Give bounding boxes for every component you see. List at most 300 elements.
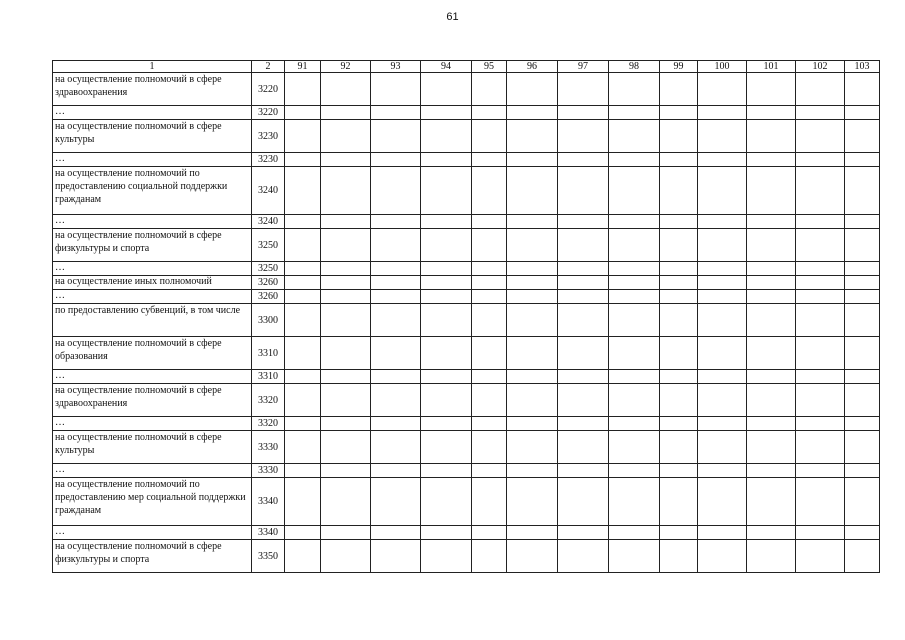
value-cell bbox=[796, 229, 845, 262]
value-cell bbox=[371, 73, 421, 106]
value-cell bbox=[507, 384, 558, 417]
value-cell bbox=[472, 167, 507, 215]
value-cell bbox=[796, 290, 845, 304]
value-cell bbox=[698, 120, 747, 153]
value-cell bbox=[747, 290, 796, 304]
value-cell bbox=[609, 167, 660, 215]
value-cell bbox=[285, 337, 321, 370]
value-cell bbox=[371, 215, 421, 229]
value-cell bbox=[660, 290, 698, 304]
value-cell bbox=[698, 167, 747, 215]
value-cell bbox=[371, 229, 421, 262]
value-cell bbox=[321, 417, 371, 431]
value-cell bbox=[472, 431, 507, 464]
value-cell bbox=[698, 337, 747, 370]
value-cell bbox=[421, 384, 472, 417]
value-cell bbox=[507, 167, 558, 215]
value-cell bbox=[421, 478, 472, 526]
row-code: 3230 bbox=[252, 153, 285, 167]
value-cell bbox=[371, 540, 421, 573]
row-name: на осуществление иных полномочий bbox=[53, 276, 252, 290]
value-cell bbox=[285, 478, 321, 526]
row-name: на осуществление полномочий в сфере здравоохранения bbox=[53, 73, 252, 106]
value-cell bbox=[507, 262, 558, 276]
value-cell bbox=[698, 370, 747, 384]
value-cell bbox=[558, 431, 609, 464]
value-cell bbox=[698, 276, 747, 290]
value-cell bbox=[558, 153, 609, 167]
row-code: 3260 bbox=[252, 290, 285, 304]
value-cell bbox=[558, 167, 609, 215]
value-cell bbox=[660, 262, 698, 276]
value-cell bbox=[371, 384, 421, 417]
value-cell bbox=[507, 370, 558, 384]
row-name: … bbox=[53, 526, 252, 540]
value-cell bbox=[321, 540, 371, 573]
value-cell bbox=[321, 276, 371, 290]
value-cell bbox=[507, 120, 558, 153]
value-cell bbox=[796, 464, 845, 478]
value-cell bbox=[507, 417, 558, 431]
value-cell bbox=[698, 229, 747, 262]
value-cell bbox=[285, 229, 321, 262]
row-name: … bbox=[53, 215, 252, 229]
value-cell bbox=[285, 262, 321, 276]
value-cell bbox=[747, 262, 796, 276]
value-cell bbox=[285, 73, 321, 106]
value-cell bbox=[845, 276, 880, 290]
value-cell bbox=[321, 370, 371, 384]
value-cell bbox=[796, 215, 845, 229]
value-cell bbox=[845, 417, 880, 431]
value-cell bbox=[698, 417, 747, 431]
value-cell bbox=[321, 153, 371, 167]
value-cell bbox=[845, 431, 880, 464]
value-cell bbox=[507, 73, 558, 106]
value-cell bbox=[609, 262, 660, 276]
row-name: на осуществление полномочий по предоставлению социальной поддержки гражданам bbox=[53, 167, 252, 215]
table-row bbox=[53, 526, 880, 540]
value-cell bbox=[558, 276, 609, 290]
row-name: … bbox=[53, 417, 252, 431]
table-row bbox=[53, 464, 880, 478]
value-cell bbox=[609, 417, 660, 431]
value-cell bbox=[609, 120, 660, 153]
value-cell bbox=[609, 106, 660, 120]
value-cell bbox=[660, 370, 698, 384]
value-cell bbox=[421, 153, 472, 167]
value-cell bbox=[845, 384, 880, 417]
value-cell bbox=[698, 526, 747, 540]
value-cell bbox=[747, 464, 796, 478]
column-header: 96 bbox=[507, 61, 558, 73]
value-cell bbox=[472, 262, 507, 276]
value-cell bbox=[507, 106, 558, 120]
value-cell bbox=[285, 106, 321, 120]
value-cell bbox=[371, 370, 421, 384]
value-cell bbox=[609, 431, 660, 464]
value-cell bbox=[472, 464, 507, 478]
row-code: 3330 bbox=[252, 464, 285, 478]
row-code: 3230 bbox=[252, 120, 285, 153]
value-cell bbox=[660, 120, 698, 153]
value-cell bbox=[660, 304, 698, 337]
value-cell bbox=[371, 464, 421, 478]
value-cell bbox=[609, 337, 660, 370]
value-cell bbox=[747, 417, 796, 431]
value-cell bbox=[845, 290, 880, 304]
table-row bbox=[53, 540, 880, 573]
value-cell bbox=[421, 304, 472, 337]
value-cell bbox=[507, 337, 558, 370]
value-cell bbox=[421, 167, 472, 215]
value-cell bbox=[660, 106, 698, 120]
value-cell bbox=[321, 478, 371, 526]
value-cell bbox=[796, 384, 845, 417]
value-cell bbox=[285, 304, 321, 337]
value-cell bbox=[371, 417, 421, 431]
value-cell bbox=[558, 120, 609, 153]
row-code: 3340 bbox=[252, 478, 285, 526]
value-cell bbox=[507, 431, 558, 464]
value-cell bbox=[421, 229, 472, 262]
value-cell bbox=[660, 417, 698, 431]
row-name: … bbox=[53, 290, 252, 304]
value-cell bbox=[371, 478, 421, 526]
value-cell bbox=[747, 337, 796, 370]
value-cell bbox=[660, 215, 698, 229]
header-row bbox=[53, 61, 880, 73]
row-code: 3260 bbox=[252, 276, 285, 290]
row-name: на осуществление полномочий в сфере физкультуры и спорта bbox=[53, 229, 252, 262]
value-cell bbox=[371, 526, 421, 540]
value-cell bbox=[421, 262, 472, 276]
value-cell bbox=[796, 73, 845, 106]
value-cell bbox=[371, 120, 421, 153]
value-cell bbox=[796, 276, 845, 290]
value-cell bbox=[609, 370, 660, 384]
table-row bbox=[53, 337, 880, 370]
value-cell bbox=[747, 384, 796, 417]
value-cell bbox=[472, 106, 507, 120]
value-cell bbox=[796, 478, 845, 526]
value-cell bbox=[845, 215, 880, 229]
value-cell bbox=[660, 337, 698, 370]
table-row bbox=[53, 370, 880, 384]
row-name: на осуществление полномочий в сфере физкультуры и спорта bbox=[53, 540, 252, 573]
value-cell bbox=[421, 370, 472, 384]
value-cell bbox=[796, 120, 845, 153]
column-header: 1 bbox=[53, 61, 252, 73]
column-header: 92 bbox=[321, 61, 371, 73]
value-cell bbox=[321, 464, 371, 478]
table-row bbox=[53, 478, 880, 526]
table-row bbox=[53, 167, 880, 215]
value-cell bbox=[421, 526, 472, 540]
value-cell bbox=[371, 153, 421, 167]
value-cell bbox=[660, 540, 698, 573]
value-cell bbox=[698, 431, 747, 464]
value-cell bbox=[285, 370, 321, 384]
value-cell bbox=[558, 417, 609, 431]
value-cell bbox=[285, 417, 321, 431]
report-table bbox=[52, 60, 880, 573]
value-cell bbox=[609, 478, 660, 526]
value-cell bbox=[421, 290, 472, 304]
value-cell bbox=[698, 304, 747, 337]
row-code: 3310 bbox=[252, 337, 285, 370]
value-cell bbox=[845, 106, 880, 120]
table-row bbox=[53, 120, 880, 153]
value-cell bbox=[845, 337, 880, 370]
column-header: 101 bbox=[747, 61, 796, 73]
value-cell bbox=[558, 478, 609, 526]
value-cell bbox=[507, 540, 558, 573]
table-row bbox=[53, 290, 880, 304]
column-header: 91 bbox=[285, 61, 321, 73]
value-cell bbox=[421, 540, 472, 573]
value-cell bbox=[558, 526, 609, 540]
value-cell bbox=[285, 290, 321, 304]
column-header: 2 bbox=[252, 61, 285, 73]
column-header: 102 bbox=[796, 61, 845, 73]
value-cell bbox=[421, 337, 472, 370]
value-cell bbox=[609, 73, 660, 106]
value-cell bbox=[507, 304, 558, 337]
value-cell bbox=[558, 262, 609, 276]
value-cell bbox=[747, 153, 796, 167]
value-cell bbox=[285, 276, 321, 290]
value-cell bbox=[321, 262, 371, 276]
value-cell bbox=[421, 73, 472, 106]
value-cell bbox=[421, 276, 472, 290]
value-cell bbox=[321, 120, 371, 153]
value-cell bbox=[321, 526, 371, 540]
value-cell bbox=[796, 167, 845, 215]
value-cell bbox=[321, 431, 371, 464]
value-cell bbox=[472, 370, 507, 384]
value-cell bbox=[609, 304, 660, 337]
value-cell bbox=[507, 526, 558, 540]
value-cell bbox=[558, 229, 609, 262]
value-cell bbox=[747, 304, 796, 337]
value-cell bbox=[747, 370, 796, 384]
value-cell bbox=[421, 417, 472, 431]
page-number: 61 bbox=[446, 11, 459, 23]
value-cell bbox=[796, 337, 845, 370]
value-cell bbox=[747, 73, 796, 106]
value-cell bbox=[796, 106, 845, 120]
value-cell bbox=[507, 215, 558, 229]
value-cell bbox=[660, 478, 698, 526]
value-cell bbox=[609, 384, 660, 417]
value-cell bbox=[845, 464, 880, 478]
value-cell bbox=[507, 153, 558, 167]
value-cell bbox=[472, 417, 507, 431]
value-cell bbox=[660, 229, 698, 262]
value-cell bbox=[845, 229, 880, 262]
value-cell bbox=[558, 370, 609, 384]
value-cell bbox=[609, 464, 660, 478]
value-cell bbox=[558, 215, 609, 229]
value-cell bbox=[660, 167, 698, 215]
value-cell bbox=[472, 526, 507, 540]
value-cell bbox=[321, 215, 371, 229]
value-cell bbox=[845, 120, 880, 153]
column-header: 98 bbox=[609, 61, 660, 73]
table-row bbox=[53, 262, 880, 276]
table-row bbox=[53, 384, 880, 417]
value-cell bbox=[796, 526, 845, 540]
value-cell bbox=[371, 290, 421, 304]
table-row bbox=[53, 431, 880, 464]
value-cell bbox=[472, 153, 507, 167]
value-cell bbox=[796, 431, 845, 464]
value-cell bbox=[371, 431, 421, 464]
value-cell bbox=[371, 276, 421, 290]
value-cell bbox=[558, 464, 609, 478]
value-cell bbox=[747, 106, 796, 120]
value-cell bbox=[558, 384, 609, 417]
value-cell bbox=[321, 229, 371, 262]
row-code: 3250 bbox=[252, 229, 285, 262]
row-name: … bbox=[53, 153, 252, 167]
row-code: 3220 bbox=[252, 73, 285, 106]
column-header: 97 bbox=[558, 61, 609, 73]
row-name: на осуществление полномочий в сфере культуры bbox=[53, 431, 252, 464]
value-cell bbox=[845, 370, 880, 384]
value-cell bbox=[285, 153, 321, 167]
value-cell bbox=[321, 290, 371, 304]
value-cell bbox=[845, 153, 880, 167]
value-cell bbox=[747, 478, 796, 526]
column-header: 99 bbox=[660, 61, 698, 73]
value-cell bbox=[472, 540, 507, 573]
value-cell bbox=[747, 229, 796, 262]
value-cell bbox=[698, 540, 747, 573]
value-cell bbox=[371, 262, 421, 276]
value-cell bbox=[747, 167, 796, 215]
value-cell bbox=[845, 167, 880, 215]
value-cell bbox=[609, 540, 660, 573]
value-cell bbox=[507, 276, 558, 290]
value-cell bbox=[472, 290, 507, 304]
table-row bbox=[53, 229, 880, 262]
value-cell bbox=[558, 106, 609, 120]
value-cell bbox=[371, 106, 421, 120]
value-cell bbox=[321, 167, 371, 215]
column-header: 94 bbox=[421, 61, 472, 73]
value-cell bbox=[698, 384, 747, 417]
value-cell bbox=[698, 478, 747, 526]
value-cell bbox=[660, 276, 698, 290]
value-cell bbox=[285, 526, 321, 540]
table-row bbox=[53, 417, 880, 431]
value-cell bbox=[472, 73, 507, 106]
value-cell bbox=[558, 73, 609, 106]
column-header: 93 bbox=[371, 61, 421, 73]
row-name: на осуществление полномочий по предоставлению мер социальной поддержки гражданам bbox=[53, 478, 252, 526]
value-cell bbox=[660, 526, 698, 540]
row-code: 3240 bbox=[252, 215, 285, 229]
table-row bbox=[53, 73, 880, 106]
value-cell bbox=[747, 431, 796, 464]
value-cell bbox=[558, 304, 609, 337]
value-cell bbox=[321, 106, 371, 120]
value-cell bbox=[472, 120, 507, 153]
value-cell bbox=[285, 464, 321, 478]
value-cell bbox=[698, 73, 747, 106]
value-cell bbox=[507, 229, 558, 262]
table-row bbox=[53, 276, 880, 290]
value-cell bbox=[371, 304, 421, 337]
value-cell bbox=[285, 540, 321, 573]
value-cell bbox=[747, 120, 796, 153]
value-cell bbox=[609, 153, 660, 167]
row-code: 3320 bbox=[252, 417, 285, 431]
value-cell bbox=[660, 384, 698, 417]
column-header: 95 bbox=[472, 61, 507, 73]
table-row bbox=[53, 153, 880, 167]
table-row bbox=[53, 106, 880, 120]
value-cell bbox=[472, 384, 507, 417]
row-name: по предоставлению субвенций, в том числе bbox=[53, 304, 252, 337]
row-code: 3340 bbox=[252, 526, 285, 540]
value-cell bbox=[698, 464, 747, 478]
value-cell bbox=[845, 540, 880, 573]
value-cell bbox=[845, 526, 880, 540]
row-name: … bbox=[53, 370, 252, 384]
value-cell bbox=[371, 337, 421, 370]
value-cell bbox=[472, 337, 507, 370]
row-name: на осуществление полномочий в сфере культуры bbox=[53, 120, 252, 153]
value-cell bbox=[285, 431, 321, 464]
value-cell bbox=[285, 167, 321, 215]
row-name: на осуществление полномочий в сфере образования bbox=[53, 337, 252, 370]
row-name: … bbox=[53, 106, 252, 120]
column-header: 103 bbox=[845, 61, 880, 73]
value-cell bbox=[609, 229, 660, 262]
value-cell bbox=[472, 478, 507, 526]
value-cell bbox=[371, 167, 421, 215]
row-code: 3350 bbox=[252, 540, 285, 573]
value-cell bbox=[609, 215, 660, 229]
value-cell bbox=[845, 73, 880, 106]
value-cell bbox=[421, 464, 472, 478]
value-cell bbox=[558, 540, 609, 573]
row-code: 3220 bbox=[252, 106, 285, 120]
value-cell bbox=[698, 106, 747, 120]
value-cell bbox=[609, 526, 660, 540]
value-cell bbox=[698, 153, 747, 167]
value-cell bbox=[421, 431, 472, 464]
value-cell bbox=[285, 384, 321, 417]
value-cell bbox=[321, 384, 371, 417]
value-cell bbox=[747, 540, 796, 573]
value-cell bbox=[747, 215, 796, 229]
value-cell bbox=[796, 370, 845, 384]
value-cell bbox=[845, 304, 880, 337]
row-code: 3240 bbox=[252, 167, 285, 215]
value-cell bbox=[472, 276, 507, 290]
value-cell bbox=[558, 290, 609, 304]
value-cell bbox=[698, 262, 747, 276]
row-code: 3250 bbox=[252, 262, 285, 276]
value-cell bbox=[421, 215, 472, 229]
row-name: … bbox=[53, 464, 252, 478]
row-name: … bbox=[53, 262, 252, 276]
value-cell bbox=[472, 215, 507, 229]
